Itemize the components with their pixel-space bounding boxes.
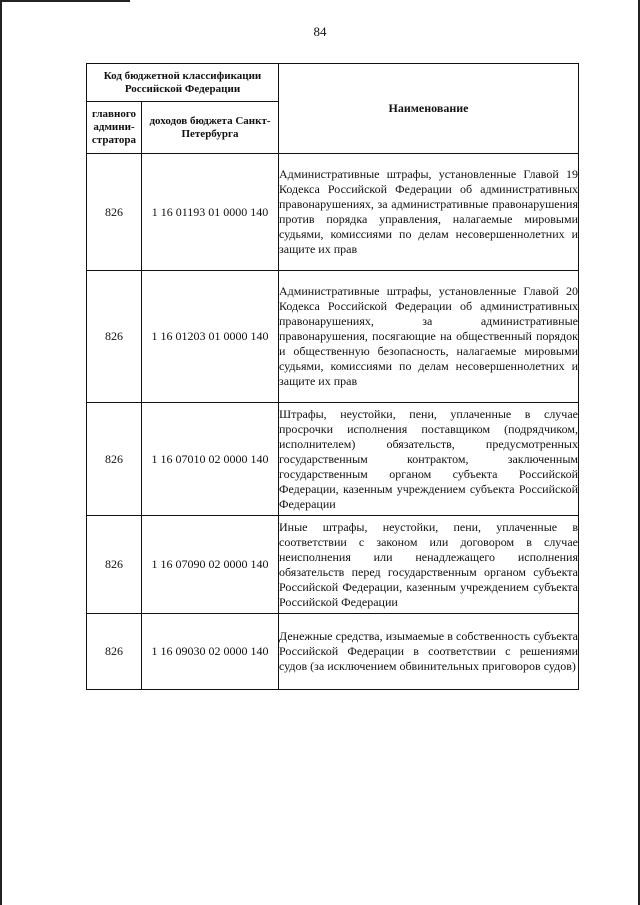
header-admin: главного админи-стратора bbox=[87, 102, 142, 154]
income-code-cell: 1 16 09030 02 0000 140 bbox=[142, 614, 279, 690]
admin-code-cell: 826 bbox=[87, 403, 142, 516]
page-number: 84 bbox=[313, 24, 327, 39]
name-cell: Штрафы, неустойки, пени, уплаченные в случае просрочки исполнения поставщиком (подрядчиком, исполнителем) обязательств, предусмотренных государственным контрактом, заключенным государственным органом субъекта Российской Федерации, казенным учреждением субъекта Российской Федерации bbox=[279, 403, 579, 516]
table-row bbox=[87, 516, 579, 614]
admin-code-cell: 826 bbox=[87, 271, 142, 403]
name-cell: Иные штрафы, неустойки, пени, уплаченные в соответствии с законом или договором в случае неисполнения или ненадлежащего исполнения обязательств перед государственным органом субъекта Российской Федерации, казенным учреждением субъекта Российской Федерации bbox=[279, 516, 579, 614]
income-code-cell: 1 16 07010 02 0000 140 bbox=[142, 403, 279, 516]
income-code-cell: 1 16 07090 02 0000 140 bbox=[142, 516, 279, 614]
header-budget-code-group: Код бюджетной классификации Российской Федерации bbox=[87, 64, 279, 102]
admin-code-cell: 826 bbox=[87, 614, 142, 690]
income-code-cell: 1 16 01203 01 0000 140 bbox=[142, 271, 279, 403]
table-row bbox=[87, 403, 579, 516]
scan-border-left bbox=[0, 0, 2, 905]
name-cell: Административные штрафы, установленные Главой 20 Кодекса Российской Федерации об административных правонарушениях, за административные правонарушения, посягающие на общественный порядок и общественную безопасность, налагаемые мировыми судьями, комиссиями по делам несовершеннолетних и защите их прав bbox=[279, 271, 579, 403]
header-name: Наименование bbox=[279, 64, 579, 154]
table-row bbox=[87, 614, 579, 690]
admin-code-cell: 826 bbox=[87, 516, 142, 614]
budget-classification-table bbox=[86, 63, 579, 690]
scan-border-top bbox=[0, 0, 130, 2]
income-code-cell: 1 16 01193 01 0000 140 bbox=[142, 154, 279, 271]
header-income: доходов бюджета Санкт-Петербурга bbox=[142, 102, 279, 154]
name-cell: Денежные средства, изымаемые в собственность субъекта Российской Федерации в соответствии с решениями судов (за исключением обвинительных приговоров судов) bbox=[279, 614, 579, 690]
table-row bbox=[87, 154, 579, 271]
table-row bbox=[87, 271, 579, 403]
name-cell: Административные штрафы, установленные Главой 19 Кодекса Российской Федерации об административных правонарушениях, за административные правонарушения против порядка управления, налагаемые мировыми судьями, комиссиями по делам несовершеннолетних и защите их прав bbox=[279, 154, 579, 271]
admin-code-cell: 826 bbox=[87, 154, 142, 271]
